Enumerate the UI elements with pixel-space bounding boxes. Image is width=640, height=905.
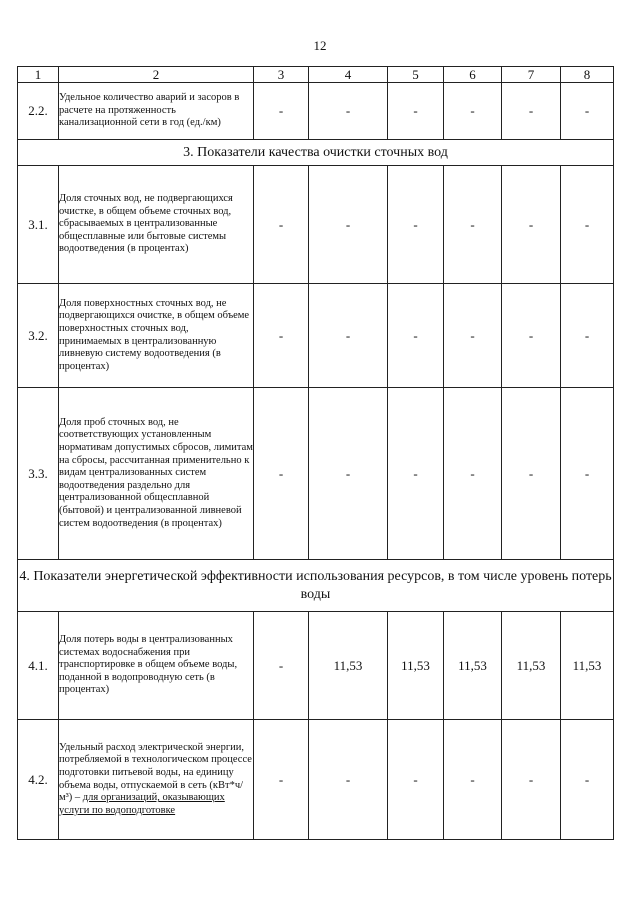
column-header: 4: [309, 67, 388, 83]
table-row: [18, 83, 614, 140]
row-value: -: [309, 83, 388, 140]
column-header: 1: [18, 67, 59, 83]
row-value: -: [254, 720, 309, 840]
row-value: -: [309, 388, 388, 560]
row-value: -: [388, 720, 444, 840]
row-value: -: [388, 166, 444, 284]
row-value: 11,53: [561, 612, 614, 720]
row-description: Удельное количество аварий и засоров в расчете на протяженность канализационной сети в год (ед./км): [59, 83, 254, 140]
row-description: Доля поверхностных сточных вод, не подвергающихся очистке, в общем объеме поверхностных сточных вод, принимаемых в централизованную ливневую систему водоотведения (в процентах): [59, 284, 254, 388]
row-value: -: [444, 720, 502, 840]
column-header: 5: [388, 67, 444, 83]
row-value: -: [254, 612, 309, 720]
column-header: 8: [561, 67, 614, 83]
row-description: Доля проб сточных вод, не соответствующих установленным нормативам допустимых сбросов, лимитам на сбросы, рассчитанная применительно к видам централизованных систем водоотведения раздельно для централизованной общесплавной (бытовой) и централизованной ливневой систем водоотведения (в процентах): [59, 388, 254, 560]
row-value: -: [502, 284, 561, 388]
row-value: -: [502, 388, 561, 560]
row-number: 4.2.: [18, 720, 59, 840]
row-description: Доля потерь воды в централизованных системах водоснабжения при транспортировке в общем объеме воды, поданной в водопроводную сеть (в процентах): [59, 612, 254, 720]
row-value: -: [561, 388, 614, 560]
row-value: 11,53: [502, 612, 561, 720]
section-row: [18, 140, 614, 166]
row-value: -: [309, 284, 388, 388]
row-value: -: [254, 284, 309, 388]
row-value: -: [388, 284, 444, 388]
row-value: -: [502, 166, 561, 284]
indicators-table: [17, 66, 614, 840]
row-value: -: [502, 83, 561, 140]
row-value: -: [444, 83, 502, 140]
table-row: [18, 284, 614, 388]
row-value: -: [561, 284, 614, 388]
row-value: -: [254, 166, 309, 284]
column-header: 2: [59, 67, 254, 83]
row-value: -: [561, 83, 614, 140]
row-value: -: [444, 388, 502, 560]
page-number: 12: [313, 38, 327, 53]
row-value: 11,53: [444, 612, 502, 720]
row-description-underlined: для организаций, оказывающих услуги по водоподготовке: [59, 792, 225, 816]
row-value: -: [309, 720, 388, 840]
row-description: [59, 720, 254, 840]
row-value: -: [254, 83, 309, 140]
row-description-text: Удельный расход электрической энергии, потребляемой в технологическом процессе подготовки питьевой воды, на единицу объема воды, отпускаемой в сеть (кВт*ч/м³) –: [59, 741, 252, 804]
table-row: [18, 388, 614, 560]
row-value: -: [388, 83, 444, 140]
section-title: 3. Показатели качества очистки сточных вод: [18, 140, 614, 166]
row-number: 3.1.: [18, 166, 59, 284]
row-value: 11,53: [388, 612, 444, 720]
table-row: [18, 612, 614, 720]
column-header: 3: [254, 67, 309, 83]
row-value: -: [444, 166, 502, 284]
row-value: -: [388, 388, 444, 560]
section-row: [18, 560, 614, 612]
row-value: -: [309, 166, 388, 284]
row-value: -: [561, 720, 614, 840]
column-header: 7: [502, 67, 561, 83]
row-value: -: [502, 720, 561, 840]
row-value: 11,53: [309, 612, 388, 720]
table-row: [18, 166, 614, 284]
row-value: -: [254, 388, 309, 560]
row-description: Доля сточных вод, не подвергающихся очистке, в общем объеме сточных вод, сбрасываемых в централизованные общесплавные или бытовые системы водоотведения (в процентах): [59, 166, 254, 284]
column-header: 6: [444, 67, 502, 83]
row-value: -: [444, 284, 502, 388]
row-number: 3.3.: [18, 388, 59, 560]
header-row: [18, 67, 614, 83]
row-number: 4.1.: [18, 612, 59, 720]
row-number: 2.2.: [18, 83, 59, 140]
row-value: -: [561, 166, 614, 284]
row-number: 3.2.: [18, 284, 59, 388]
table-row: [18, 720, 614, 840]
section-title: 4. Показатели энергетической эффективности использования ресурсов, в том числе уровень потерь воды: [18, 560, 614, 612]
